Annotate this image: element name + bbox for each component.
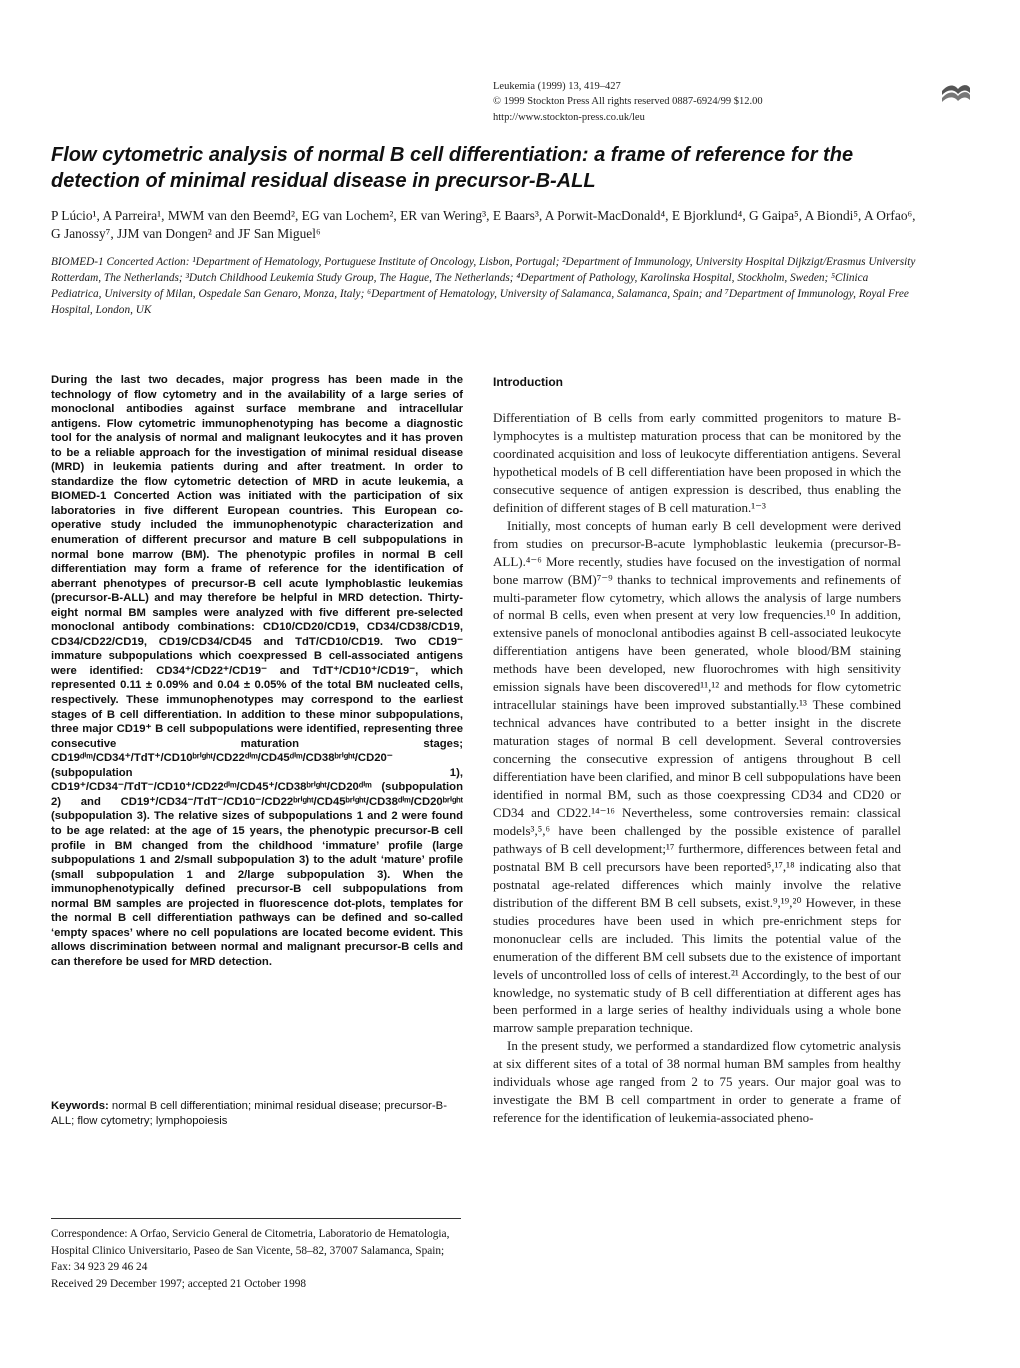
correspondence-footnote (51, 1226, 463, 1292)
keywords-label: Keywords: (51, 1100, 109, 1112)
journal-copyright: © 1999 Stockton Press All rights reserved 0887-6924/99 $12.00 (493, 96, 763, 107)
intro-paragraph-2: Initially, most concepts of human early B cell development were derived from studies on precursor-B-acute lymphoblastic leukemia (precursor-B-ALL).⁴⁻⁶ More recently, studies have focused on the investigation of normal bone marrow (BM)⁷⁻⁹ thanks to technical improvements and refinements of multi-parameter flow cytometry, which allows the analysis of large numbers of normal B cells, even when present at very low frequencies.¹⁰ In addition, extensive panels of monoclonal antibodies against B cell-associated leukocyte differentiation antigens have been generated, whole blood/BM staining methods have been developed, new fluorochromes with high sensitivity emission signals have been discovered¹¹,¹² and methods for flow cytometric intracellular stainings have been improved substantially.¹³ These combined technical advances have contributed to a better insight in the discrete maturation stages of normal B cell development. Several controversies concerning the consecutive expression of antigens throughout B cell differentiation have been clarified, and minor B cell subpopulations have been identified in normal BM, such as those coexpressing CD34 and CD20 or CD34 and CD22.¹⁴⁻¹⁶ Nevertheless, some controversies remain: classical models³,⁵,⁶ have been challenged by the possible existence of parallel pathways of B cell development;¹⁷ furthermore, differences between fetal and postnatal BM B cell precursors have been reported⁵,¹⁷,¹⁸ indicating also that postnatal age-related differences which mainly involve the relative distribution of the different BM B cell subsets, exist.⁹,¹⁹,²⁰ However, in these studies procedures have been used in which pre-enrichment steps for mononuclear cells are included. This limits the potential value of the enumeration of the different BM cell subsets due to the existence of important levels of uncontrolled loss of cells of interest.²¹ Accordingly, to the best of our knowledge, no systematic study of B cell differentiation at different ages has been performed in a large series of healthy individuals using a whole bone marrow sample preparation technique. (493, 517, 901, 1036)
journal-info (493, 79, 913, 109)
affiliations: BIOMED-1 Concerted Action: ¹Department of Hematology, Portuguese Institute of Oncology, Lisbon, Portugal; ²Department of Immunology, University Hospital Dijkzigt/Erasmus University Rotterdam, The Netherlands; ³Dutch Childhood Leukemia Study Group, The Hague, The Netherlands; ⁴Department of Pathology, Karolinska Hospital, Stockholm, Sweden; ⁵Clinica Pediatrica, University of Milan, Ospedale San Genaro, Monza, Italy; ⁶Department of Hematology, University of Salamanca, Salamanca, Spain; and ⁷Department of Immunology, Royal Free Hospital, London, UK (51, 256, 916, 316)
intro-paragraph-3: In the present study, we performed a standardized flow cytometric analysis at six different sites of a total of 38 normal human BM samples from healthy individuals whose age ranged from 2 to 75 years. Our major goal was to investigate the BM B cell compartment in order to generate a frame of reference for the identification of leukemia-associated pheno- (493, 1038, 901, 1126)
received-dates: Received 29 December 1997; accepted 21 October 1998 (51, 1277, 307, 1290)
journal-citation: Leukemia (1999) 13, 419–427 (493, 81, 621, 92)
footnote-divider (51, 1218, 461, 1219)
introduction-body (493, 409, 901, 1127)
abstract: During the last two decades, major progress has been made in the technology of flow cytometry and in the availability of a large series of monoclonal antibodies against surface membrane and intracellular antigens. Flow cytometric immunophenotyping has become a diagnostic tool for the analysis of normal and malignant leukocytes and it has proven to be a reliable approach for the investigation of minimal residual disease (MRD) in leukemia patients during and after treatment. In order to standardize the flow cytometric detection of MRD in acute leukemia, a BIOMED-1 Concerted Action was initiated with the participation of six laboratories in five different European countries. This European co-operative study included the immunophenotypic characterization and enumeration of different precursor and mature B cell subpopulations in normal bone marrow (BM). The phenotypic profiles in normal B cell differentiation may form a frame of reference for the identification of aberrant phenotypes of precursor-B cell acute lymphoblastic leukemias (precursor-B-ALL) and may therefore be helpful in MRD detection. Thirty-eight normal BM samples were analyzed with five different pre-selected monoclonal antibody combinations: CD10/CD20/CD19, CD34/CD38/CD19, CD34/CD22/CD19, CD19/CD34/CD45 and TdT/CD10/CD19. Two CD19⁻ immature subpopulations which coexpressed B cell-associated antigens were identified: CD34⁺/CD22⁺/CD19⁻ and TdT⁺/CD10⁺/CD19⁻, which represented 0.11 ± 0.09% and 0.04 ± 0.05% of the total BM nucleated cells, respectively. These immunophenotypes may correspond to the earliest stages of B cell differentiation. In addition to these minor subpopulations, three major CD19⁺ B cell subpopulations were identified, representing three consecutive maturation stages; CD19ᵈⁱᵐ/CD34⁺/TdT⁺/CD10ᵇʳⁱᵍʰᵗ/CD22ᵈⁱᵐ/CD45ᵈⁱᵐ/CD38ᵇʳⁱᵍʰᵗ/CD20⁻ (subpopulation 1), CD19⁺/CD34⁻/TdT⁻/CD10⁺/CD22ᵈⁱᵐ/CD45⁺/CD38ᵇʳⁱᵍʰᵗ/CD20ᵈⁱᵐ (subpopulation 2) and CD19⁺/CD34⁻/TdT⁻/CD10⁻/CD22ᵇʳⁱᵍʰᵗ/CD45ᵇʳⁱᵍʰᵗ/CD38ᵈⁱᵐ/CD20ᵇʳⁱᵍʰᵗ (subpopulation 3). The relative sizes of subpopulations 1 and 2 were found to be age related: at the age of 15 years, the phenotypic precursor-B cell profile in BM changed from the childhood ‘immature’ profile (large subpopulations 1 and 2/small subpopulation 3) to the adult ‘mature’ profile (small subpopulation 1 and 2/large subpopulation 3). When the immunophenotypically defined precursor-B cell subpopulations from normal BM samples are projected in fluorescence dot-plots, templates for the normal B cell differentiation pathways can be defined and so-called ‘empty spaces’ where no cell populations are located become evident. This allows discrimination between normal and malignant precursor-B cells and can therefore be used for MRD detection. (51, 374, 463, 968)
journal-url-link[interactable]: http://www.stockton-press.co.uk/leu (493, 112, 645, 123)
keywords (51, 1099, 463, 1128)
author-list: P Lúcio¹, A Parreira¹, MWM van den Beemd², EG van Lochem², ER van Wering³, E Baars³, A Porwit-MacDonald⁴, E Bjorklund⁴, G Gaipa⁵, A Biondi⁵, A Orfao⁶, G Janossy⁷, JJM van Dongen² and JF San Miguel⁶ (51, 208, 916, 241)
stockton-press-logo-icon (940, 82, 972, 104)
keywords-text: normal B cell differentiation; minimal residual disease; precursor-B-ALL; flow cytometry; lymphopoiesis (51, 1100, 447, 1127)
introduction-heading: Introduction (493, 375, 563, 389)
correspondence: Correspondence: A Orfao, Servicio General de Citometria, Laboratorio de Hematologia, Hospital Clinico Universitario, Paseo de San Vicente, 58–82, 37007 Salamanca, Spain; Fax: 34 923 29 46 24 (51, 1228, 450, 1274)
intro-paragraph-1: Differentiation of B cells from early committed progenitors to mature B-lymphocytes is a multistep maturation process that can be monitored by the coordinated acquisition and loss of leukocyte differentiation antigens. Several hypothetical models of B cell differentiation have been proposed in which the consecutive sequence of antigen expression is described, thus enabling the definition of different stages of B cell maturation.¹⁻³ (493, 410, 901, 515)
article-title: Flow cytometric analysis of normal B cell differentiation: a frame of reference for the detection of minimal residual disease in precursor-B-ALL (51, 144, 854, 192)
